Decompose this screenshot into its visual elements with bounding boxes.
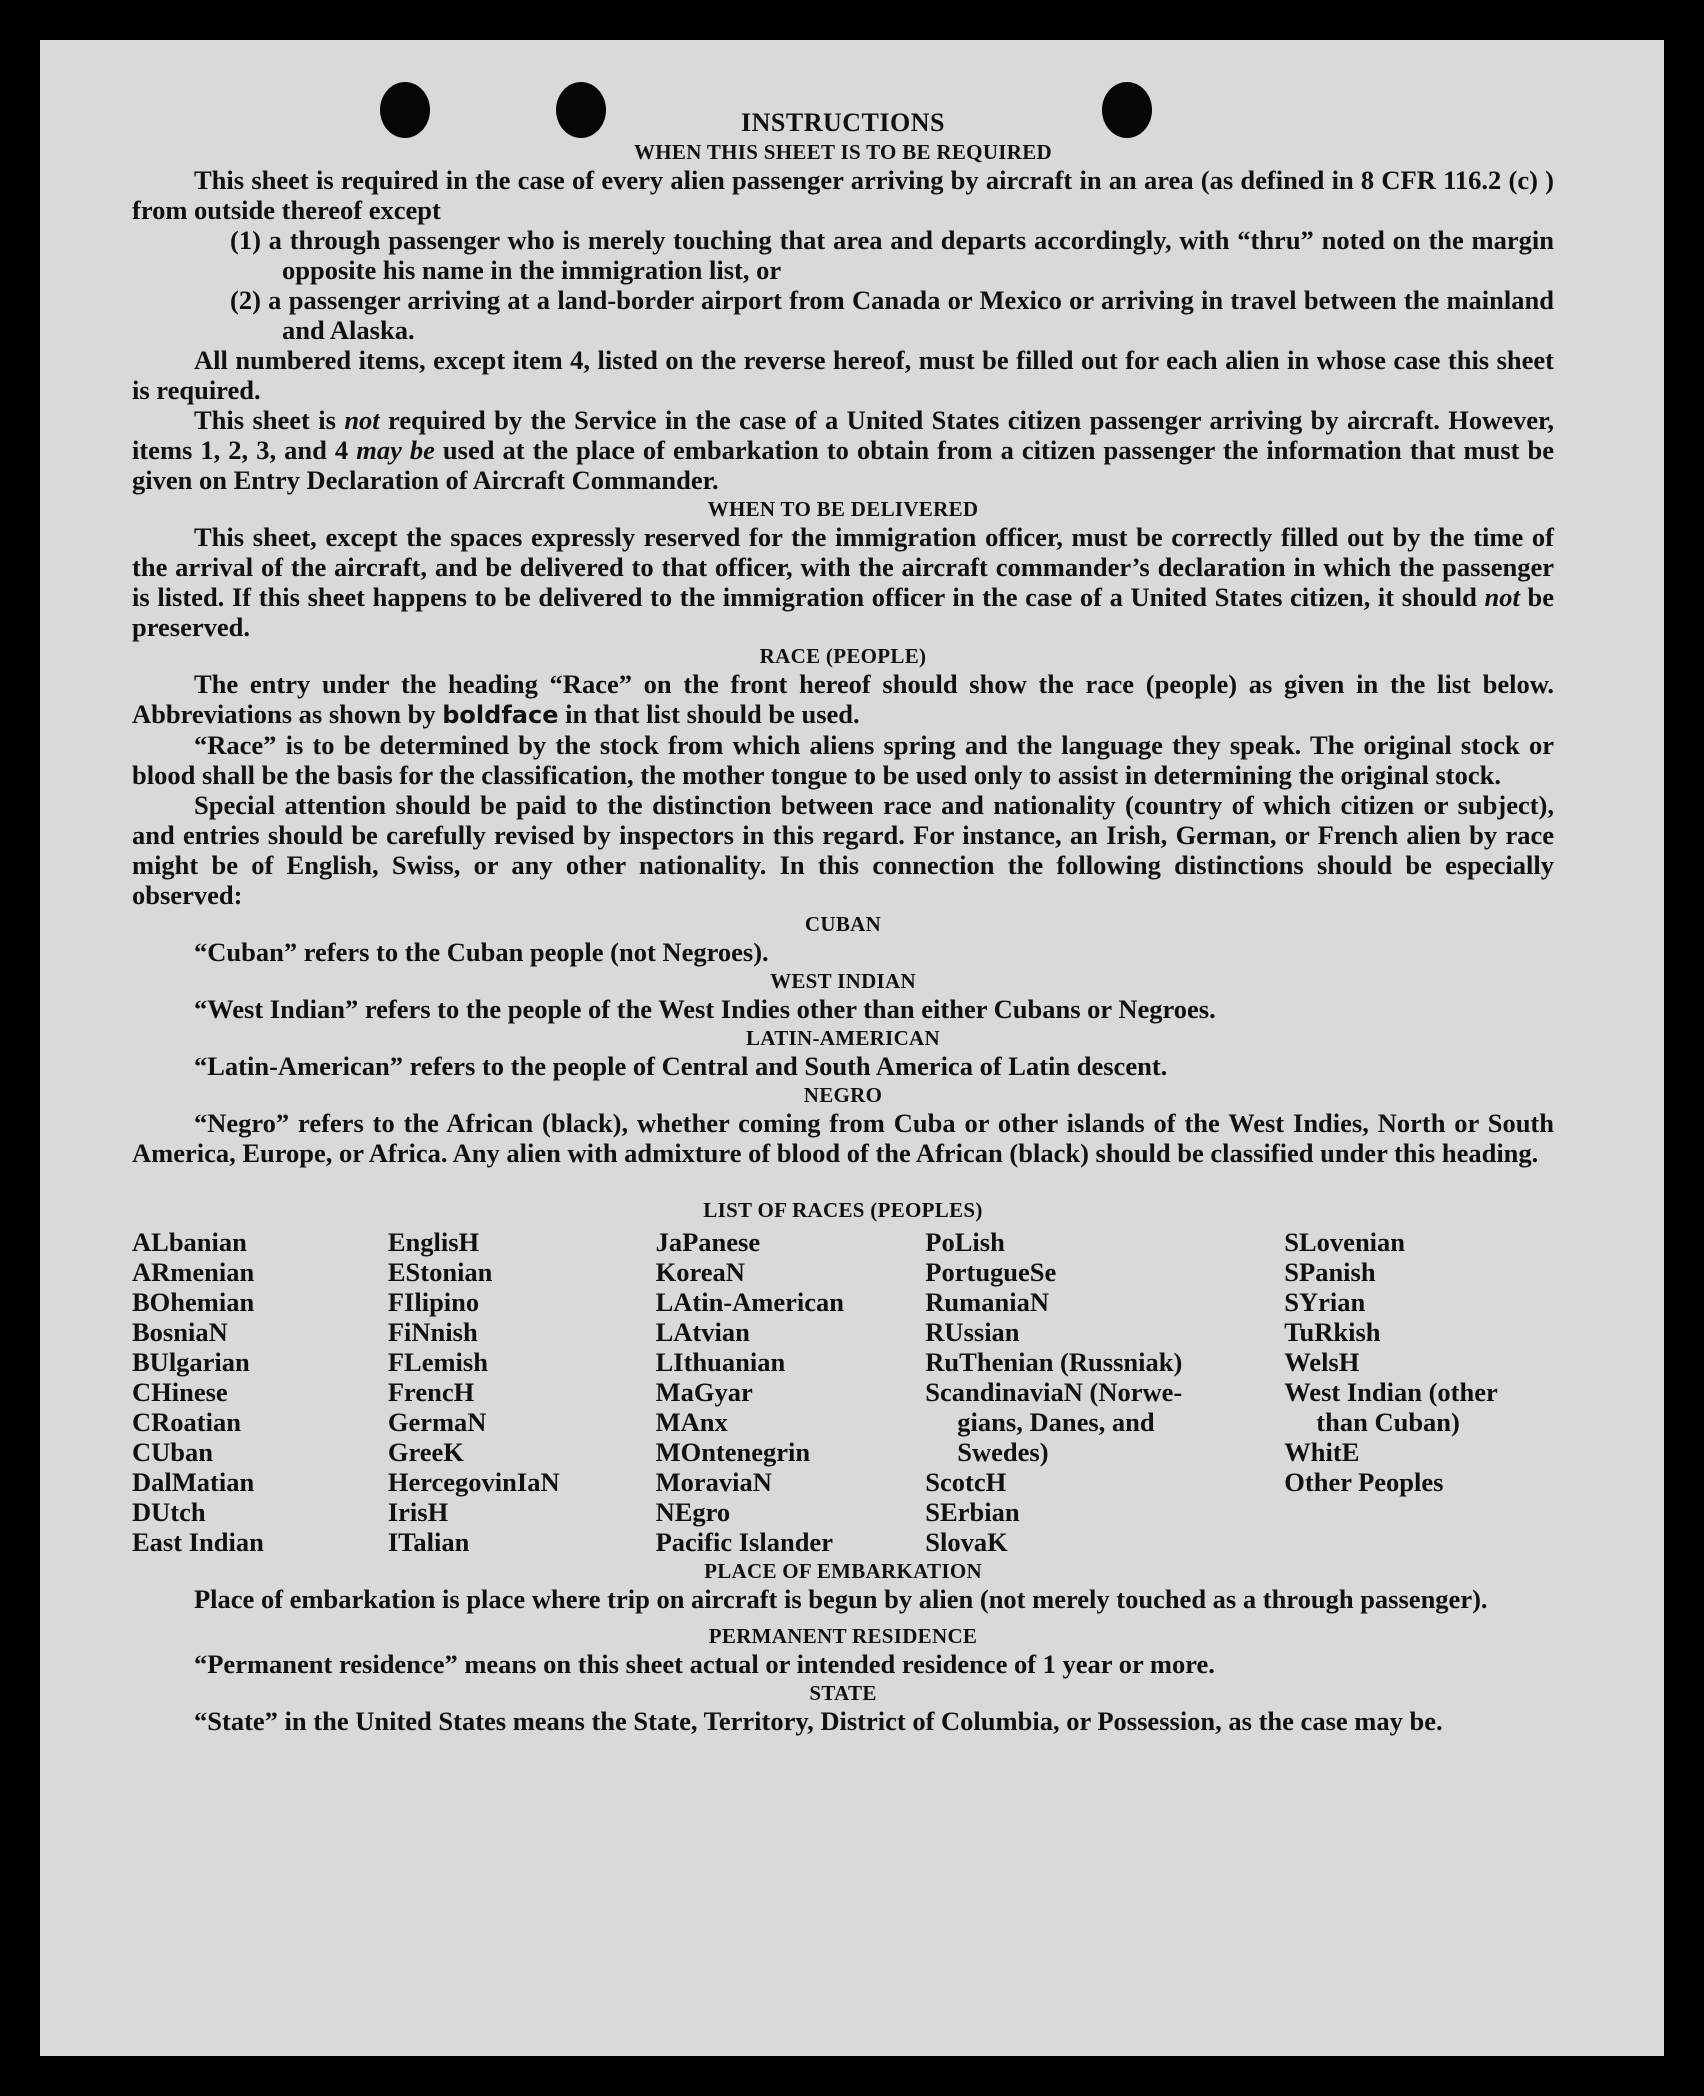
list-item: (1) a through passenger who is merely touching that area and departs accordingly, with “thru” noted on the margin opposite his name in the immigration list, or [230,225,1554,285]
list-item: PoLish [925,1227,1005,1257]
races-column [925,1227,1284,1557]
punch-hole [380,82,430,138]
list-item: FrencH [387,1377,475,1407]
list-item: West Indian (other [1284,1377,1498,1407]
list-item: Pacific Islander [655,1527,833,1557]
list-item: DUtch [132,1497,206,1527]
section-heading-latin-american: LATIN-AMERICAN [746,1026,940,1050]
paragraph: All numbered items, except item 4, listed on the reverse hereof, must be filled out for each alien in whose case this sheet is required. [132,345,1554,405]
list-item: East Indian [132,1527,264,1557]
races-column [1284,1227,1554,1557]
races-column [132,1227,388,1557]
races-column [656,1227,926,1557]
section-heading-race: RACE (PEOPLE) [759,644,927,668]
paragraph: This sheet is required in the case of every alien passenger arriving by aircraft in an area (as defined in 8 CFR 116.2 (c) ) from outside thereof except [132,165,1554,225]
section-heading-state: STATE [809,1681,877,1705]
list-item: ScandinaviaN (Norwe- [925,1377,1183,1407]
list-item: ScotcH [925,1467,1007,1497]
paragraph: “Negro” refers to the African (black), whether coming from Cuba or other islands of the West Indies, North or South America, Europe, or Africa. Any alien with admixture of blood of the African (black) should be classified under this heading. [132,1108,1554,1168]
list-item: FLemish [387,1347,488,1377]
list-item: (2) a passenger arriving at a land-border airport from Canada or Mexico or arriving in travel between the mainland and Alaska. [230,285,1554,345]
list-item: BosniaN [132,1317,228,1347]
paragraph: “Cuban” refers to the Cuban people (not Negroes). [194,937,769,967]
list-item: RumaniaN [925,1287,1049,1317]
list-item: EStonian [387,1257,493,1287]
list-item: SErbian [925,1497,1020,1527]
list-item: GreeK [387,1437,464,1467]
list-item: ITalian [387,1527,470,1557]
list-item: gians, Danes, and [957,1407,1155,1437]
paragraph: “Race” is to be determined by the stock from which aliens spring and the language they speak. The original stock or blood shall be the basis for the classification, the mother tongue to be used only to assist in determining the original stock. [132,730,1554,790]
list-item: NEgro [655,1497,731,1527]
list-item: WhitE [1284,1437,1360,1467]
list-item: LIthuanian [655,1347,786,1377]
list-item: PortugueSe [925,1257,1057,1287]
list-item: CHinese [132,1377,228,1407]
paragraph: The entry under the heading “Race” on the front hereof should show the race (people) as given in the list below. Abbreviations as shown by boldface in that list should be used. [132,669,1554,729]
list-item: Other Peoples [1284,1467,1444,1497]
section-heading-west-indian: WEST INDIAN [770,969,916,993]
races-column [388,1227,656,1557]
section-heading-list-of-races: LIST OF RACES (PEOPLES) [703,1198,983,1222]
list-item: DalMatian [132,1467,255,1497]
paragraph: “Latin-American” refers to the people of Central and South America of Latin descent. [194,1051,1168,1081]
list-item: BUlgarian [132,1347,250,1377]
document-page [40,40,1664,2056]
section-heading-when-delivered: WHEN TO BE DELIVERED [707,497,979,521]
page-title: INSTRUCTIONS [741,108,945,137]
punch-hole [1102,82,1152,138]
list-item: LAtvian [655,1317,750,1347]
paragraph: Place of embarkation is place where trip on aircraft is begun by alien (not merely touched as a through passenger). [194,1584,1488,1614]
list-item: KoreaN [655,1257,745,1287]
paragraph: “West Indian” refers to the people of the West Indies other than either Cubans or Negroes. [194,994,1216,1024]
paragraph: This sheet is not required by the Service in the case of a United States citizen passenger arriving by aircraft. However, items 1, 2, 3, and 4 may be used at the place of embarkation to obtain from a citizen passenger the information that must be given on Entry Declaration of Aircraft Commander. [132,405,1555,495]
list-item: JaPanese [655,1227,761,1257]
list-item: MoraviaN [655,1467,772,1497]
paragraph: “State” in the United States means the State, Territory, District of Columbia, or Possession, as the case may be. [194,1706,1443,1736]
list-item: HercegovinIaN [387,1467,560,1497]
section-heading-when-required: WHEN THIS SHEET IS TO BE REQUIRED [633,140,1052,164]
list-item: Swedes) [957,1437,1049,1467]
list-item: RUssian [925,1317,1020,1347]
section-heading-embarkation: PLACE OF EMBARKATION [704,1559,982,1583]
list-item: ALbanian [132,1227,247,1257]
section-heading-residence: PERMANENT RESIDENCE [708,1624,978,1648]
list-item: MOntenegrin [655,1437,811,1467]
list-item: FIlipino [387,1287,480,1317]
paragraph: “Permanent residence” means on this sheet actual or intended residence of 1 year or more. [194,1649,1215,1679]
list-item: MAnx [655,1407,728,1437]
section-heading-cuban: CUBAN [804,912,882,936]
list-item: CRoatian [132,1407,241,1437]
list-item: SLovenian [1284,1227,1406,1257]
section-heading-negro: NEGRO [803,1083,883,1107]
paragraph: This sheet, except the spaces expressly reserved for the immigration officer, must be correctly filled out by the time of the arrival of the aircraft, and be delivered to that officer, with the aircraft commander’s declaration in which the passenger is listed. If this sheet happens to be delivered to the immigration officer in the case of a United States citizen, it should not be preserved. [132,522,1555,642]
list-item: FiNnish [387,1317,478,1347]
list-item: than Cuban) [1316,1407,1460,1437]
list-item: RuThenian (Russniak) [925,1347,1183,1377]
punch-hole [556,82,606,138]
list-item: SlovaK [925,1527,1008,1557]
list-item: WelsH [1284,1347,1360,1377]
list-item: EnglisH [387,1227,480,1257]
list-item: ARmenian [132,1257,255,1287]
list-item: IrisH [387,1497,449,1527]
list-item: GermaN [387,1407,487,1437]
list-item: SYrian [1284,1287,1366,1317]
list-item: SPanish [1284,1257,1376,1287]
list-item: CUban [132,1437,214,1467]
list-item: LAtin-American [655,1287,844,1317]
paragraph: Special attention should be paid to the distinction between race and nationality (country of which citizen or subject), and entries should be carefully revised by inspectors in this regard. For instance, an Irish, German, or French alien by race might be of English, Swiss, or any other nationality. In this connection the following distinctions should be especially observed: [132,790,1554,910]
list-item: TuRkish [1284,1317,1381,1347]
races-list [132,1227,1554,1557]
list-item: BOhemian [132,1287,255,1317]
list-item: MaGyar [655,1377,753,1407]
